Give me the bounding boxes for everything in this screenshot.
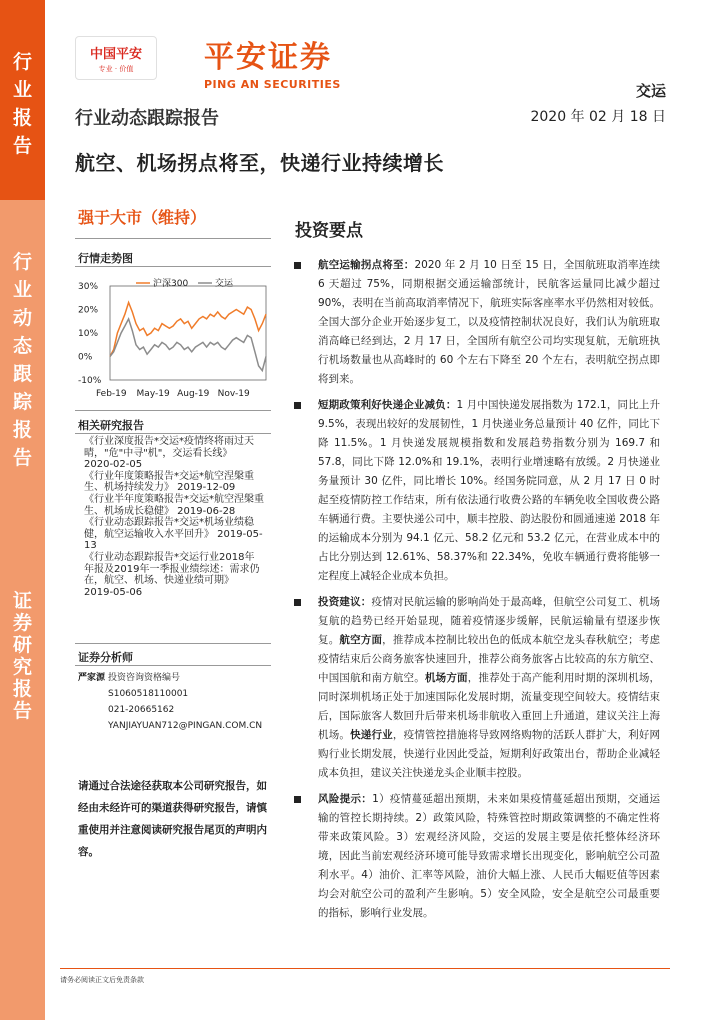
point-heading: 短期政策利好快递企业减负： (318, 399, 457, 411)
point-text: ，推荐处于高产能利用时期的深圳机场，同时深圳机场正处于加速国际化发展时期，流量变现空间较大。疫情结束后，国际旅客人数回升后带来机场非航收入重回上升通道，建议关注上海机场。 (318, 672, 661, 741)
point-text: 1 月中国快递发展指数为 172.1，同比上升 9.5%，表现出较好的发展韧性，1 月快递业务总量预计 40 亿件，同比下降 11.5%。1 月快递发展规模指数和发展趋势指数分别为 169.7 和 57.8，同比下降 12.0%和 19.1%，表明行业增速略有放缓。2 月快递业务量预计 30 亿件，同比增长 10%。经国务院同意，从 2 月 17 日 0 时起至疫情防控工作结束，所有依法通行收费公路的车辆免收全国收费公路车辆通行费。主要快递公司中，顺丰控股、韵达股份和圆通速递 2018 年的运输成本分别为 94.1 亿元、58.2 亿元和 53.2 亿元，在营业成本中的占比分别达到 12.61%、58.37%和 22.34%，免收车辆通行费将能够一定程度上减轻企业成本负担。 (318, 399, 660, 582)
point-text: 2020 年 2 月 10 日至 15 日，全国航班取消率连续 6 天超过 75%，同期根据交通运输部统计，民航客运量同比减少超过 90%，表明在当前高取消率情况下，航班实际客座率水平仍然相对较低。全国大部分企业开始逐步复工，以及疫情控制状况良好，我们认为航班取消高峰已经到达，2 月 17 日，全国所有航空公司均实现复航，无航班执行机场数量也从高峰时的 60 个左右下降至 20 个左右，表明航空拐点即将到来。 (318, 259, 660, 385)
side-tab-char: 证 (12, 590, 32, 612)
divider (75, 410, 271, 411)
point-text: 1）疫情蔓延超出预期，未来如果疫情蔓延超出预期，交通运输的管控长期持续。2）政策风险，特殊管控时期政策调整的不确定性将带来政策风险。3）宏观经济风险，交运的发展主要是依托整体经济环境，因此当前宏观经济环境可能导致需求增长出现变化，影响航空公司盈利水平。4）油价、汇率等风险，油价大幅上涨、人民币大幅贬值等因素均会对航空公司的盈利产生影响。5）安全风险，安全是航空公司最重要的指标，影响行业发展。 (318, 793, 661, 919)
series-line-transport (110, 319, 266, 371)
side-tab-char: 究 (12, 656, 32, 678)
y-tick-label: -10% (78, 376, 102, 386)
bullet-square-icon (294, 796, 301, 803)
bullet-square-icon (294, 599, 301, 606)
market-trend-chart (76, 272, 272, 404)
y-tick-label: 20% (78, 305, 99, 316)
bullet-square-icon (294, 402, 301, 409)
related-reports-label: 相关研究报告 (78, 419, 144, 432)
footer-divider (60, 968, 670, 969)
point-heading: 投资建议： (318, 596, 372, 608)
related-report-item[interactable]: 《行业动态跟踪报告*交运行业2018年年报及2019年一季报业绩综述：需求仍在，航空、机场、快递业绩可期》 2019-05-06 (84, 551, 260, 598)
point-subheading: 航空方面 (339, 634, 383, 646)
divider (75, 665, 271, 666)
investment-points (290, 256, 660, 923)
point-text: ，疫情管控措施将导致网络购物的活跃人群扩大，利好网购行业长期发展，快递行业因此受益，短期利好政策出台，帮助企业减轻成本负担，建议关注快递龙头企业顺丰控股。 (318, 729, 661, 779)
industry-label: 交运 (635, 82, 666, 100)
y-tick-label: 10% (78, 329, 99, 339)
chart-section-label: 行情走势图 (78, 252, 133, 265)
side-tab-char: 研 (12, 634, 32, 656)
point-subheading: 快递行业 (350, 729, 393, 741)
point-heading: 航空运输拐点将至： (318, 259, 415, 271)
point-text: 疫情对民航运输的影响尚处于最高峰，但航空公司复工、机场复航的趋势已经开始显现，随着疫情逐步缓解，民航运输量有望逐步恢复。 (318, 596, 660, 646)
brand (204, 32, 341, 91)
related-report-item[interactable]: 《行业动态跟踪报告*交运*机场业绩稳健，航空运输收入水平回升》 2019-05-13 (84, 517, 263, 552)
legend-label: 沪深300 (153, 279, 189, 289)
divider (75, 433, 271, 434)
y-tick-label: 30% (78, 282, 99, 292)
related-reports-list (84, 436, 264, 598)
point-item (290, 790, 660, 923)
legend-label: 交运 (215, 279, 234, 289)
disclaimer-text: 请通过合法途径获取本公司研究报告，如经由未经许可的渠道获得研究报告，请慎重使用并注意阅读研究报告尾页的声明内容。 (78, 780, 267, 858)
side-tab-char: 报 (12, 107, 32, 129)
side-tab-char: 业 (12, 279, 32, 301)
x-tick-label: Aug-19 (177, 389, 210, 399)
point-heading: 风险提示： (318, 793, 373, 805)
rating-badge: 强于大市（维持） (78, 208, 207, 227)
side-tab-char: 告 (12, 135, 32, 157)
side-tab-char: 态 (12, 335, 32, 357)
y-tick-label: 0% (78, 352, 93, 363)
side-tab-char: 行 (12, 51, 32, 73)
logo-text: 中国平安 (89, 46, 142, 62)
side-tab-char: 跟 (12, 363, 32, 385)
x-tick-label: Feb-19 (96, 389, 127, 399)
point-text: ，推荐成本控制比较出色的低成本航空龙头春秋航空；考虑疫情结束后公商务旅客快速回升，推荐公商务旅客占比较高的东方航空、中国国航和南方航空。 (318, 634, 661, 684)
page-title: 航空、机场拐点将至，快递行业持续增长 (75, 151, 444, 175)
brand-name: 平安证券 (204, 40, 332, 75)
analyst-cert-number: S1060518110001 (108, 689, 189, 699)
side-tab-industry-report (0, 0, 45, 200)
footer-note: 请务必阅读正文后免责条款 (60, 976, 144, 984)
ping-an-logo (75, 36, 157, 80)
side-tab-research-report (0, 590, 45, 722)
analyst-phone: 021-20665162 (108, 705, 175, 715)
x-tick-label: Nov-19 (217, 389, 250, 399)
side-tab-char: 券 (12, 612, 32, 634)
logo-subtext: 专业 · 价值 (98, 64, 134, 73)
divider (75, 266, 271, 267)
related-report-item[interactable]: 《行业年度策略报告*交运*航空涅槃重生、机场持续发力》 2019-12-09 (84, 470, 254, 494)
point-item (290, 396, 660, 586)
series-line-hs300 (110, 303, 266, 357)
report-type: 行业动态跟踪报告 (75, 108, 219, 129)
side-tab-char: 踪 (12, 391, 32, 413)
bullet-square-icon (294, 262, 301, 269)
divider (75, 643, 271, 644)
related-report-item[interactable]: 《行业半年度策略报告*交运*航空涅槃重生、机场成长稳健》 2019-06-28 (84, 493, 264, 517)
side-tab-char: 报 (12, 678, 32, 700)
report-date: 2020 年 02 月 18 日 (530, 109, 666, 125)
side-tab-char: 告 (12, 447, 32, 469)
side-tab-char: 动 (12, 307, 32, 329)
related-report-item[interactable]: 《行业深度报告*交运*疫情终将雨过天晴，"危"中寻"机"，交运看长线》 2020-02-05 (84, 436, 254, 471)
point-item (290, 593, 660, 783)
analyst-name: 严家源 (78, 673, 106, 683)
divider (75, 238, 271, 239)
analyst-info (78, 670, 278, 734)
side-tab-char: 业 (12, 79, 32, 101)
chart-svg (76, 272, 272, 404)
point-item (290, 256, 660, 389)
side-tab-char: 行 (12, 251, 32, 273)
side-tab-char: 报 (12, 419, 32, 441)
analyst-email[interactable]: YANJIAYUAN712@PINGAN.COM.CN (108, 721, 263, 731)
analyst-section-label: 证券分析师 (78, 651, 133, 664)
investment-highlights-heading: 投资要点 (295, 221, 363, 241)
analyst-cert-label: 投资咨询资格编号 (108, 673, 181, 683)
point-subheading: 机场方面 (424, 672, 468, 684)
side-tab-char: 告 (12, 700, 32, 722)
brand-english: PING AN SECURITIES (204, 78, 341, 91)
x-tick-label: May-19 (136, 389, 170, 399)
